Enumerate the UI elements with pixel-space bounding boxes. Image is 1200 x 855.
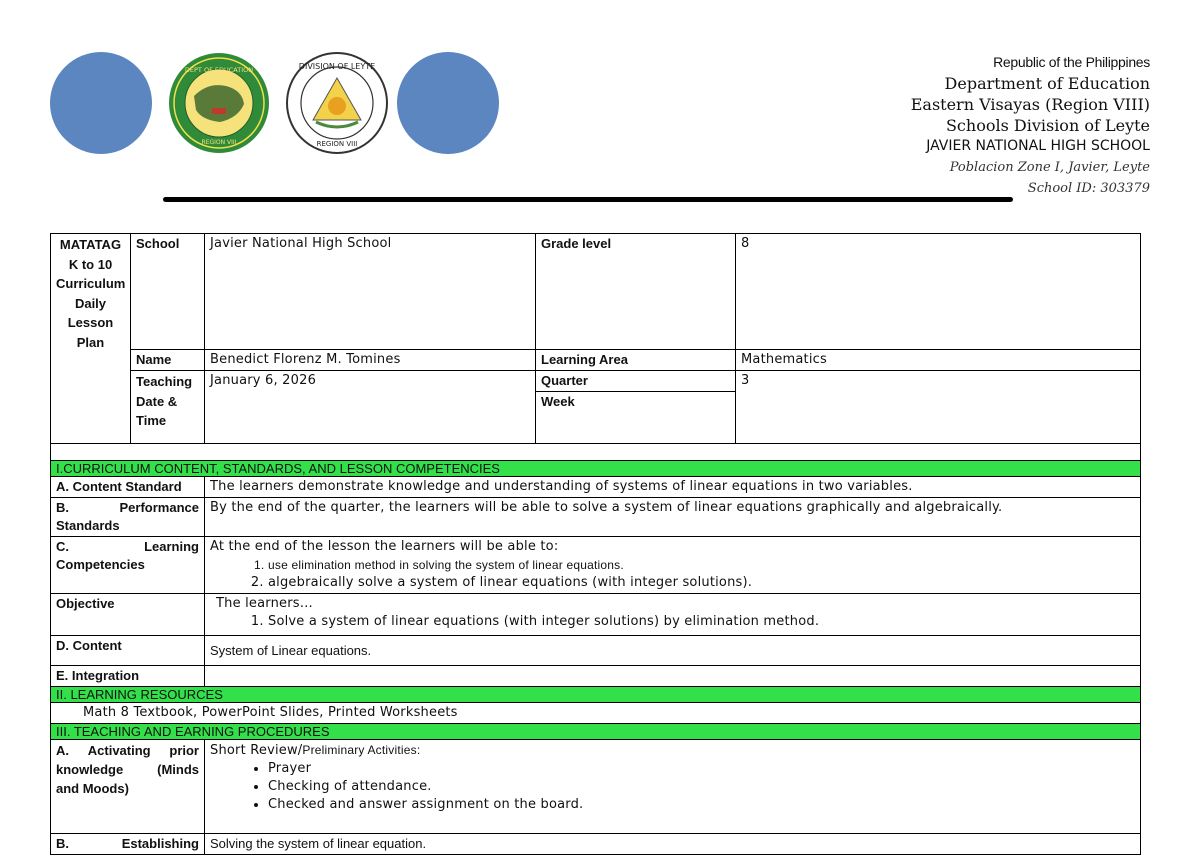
date-label: Teaching Date & Time [131, 371, 205, 444]
area-label: Learning Area [536, 350, 736, 371]
grade-label: Grade level [536, 234, 736, 350]
school-label: School [131, 234, 205, 350]
competency-item: 1. use elimination method in solving the system of linear equations. [268, 556, 1135, 574]
left-logo-placeholder [50, 52, 152, 154]
section-resources: II. LEARNING RESOURCES [51, 687, 1141, 703]
activating-label-c: prior [169, 743, 199, 758]
name-label: Name [131, 350, 205, 371]
competencies-intro: At the end of the lesson the learners will be able to: [210, 539, 559, 554]
objective-item: 1. Solve a system of linear equations (with integer solutions) by elimination method. [268, 613, 1135, 631]
svg-text:REGION VIII: REGION VIII [201, 139, 237, 146]
objective-intro: The learners… [216, 596, 313, 611]
svg-text:DIVISION OF LEYTE: DIVISION OF LEYTE [298, 62, 376, 71]
division-leyte-seal [286, 52, 388, 154]
grade-value: 8 [736, 234, 1141, 350]
deped-region-seal [168, 52, 270, 154]
school-header [911, 52, 1150, 199]
lesson-plan-table [50, 233, 1141, 855]
activating-label-a: A. [56, 743, 69, 758]
performance-text: By the end of the quarter, the learners will be able to solve a system of linear equations graphically and algebraically. [205, 498, 1141, 537]
activating-label-e: (Minds [157, 762, 199, 777]
republic-line: Republic of the Philippines [993, 54, 1150, 70]
activity-item: • Checking of attendance. [268, 778, 1135, 796]
competencies-label-a: C. [56, 539, 69, 554]
svg-text:DEPT OF EDUCATION: DEPT OF EDUCATION [184, 66, 254, 74]
date-value: January 6, 2026 [205, 371, 536, 444]
content-standard-text: The learners demonstrate knowledge and understanding of systems of linear equations in two variables. [205, 477, 1141, 498]
school-name-line: JAVIER NATIONAL HIGH SCHOOL [926, 138, 1150, 154]
section-curriculum: I.CURRICULUM CONTENT, STANDARDS, AND LESSON COMPETENCIES [51, 461, 1141, 477]
establishing-label-b: Establishing [121, 836, 199, 851]
competencies-label-b: Learning [144, 539, 199, 554]
content-standard-label: A. Content Standard [51, 477, 205, 498]
competencies-label-c: Competencies [56, 557, 145, 572]
establishing-text: Solving the system of linear equation. [205, 834, 1141, 855]
area-value: Mathematics [736, 350, 1141, 371]
activating-label-f: and Moods) [56, 781, 129, 796]
objective-label: Objective [51, 594, 205, 636]
integration-value [205, 666, 1141, 687]
content-text: System of Linear equations. [205, 636, 1141, 666]
activity-item: • Checked and answer assignment on the board. [268, 796, 1135, 814]
division-line: Schools Division of Leyte [945, 116, 1150, 135]
content-label: D. Content [51, 636, 205, 666]
school-value: Javier National High School [205, 234, 536, 350]
establishing-label-a: B. [56, 836, 69, 851]
week-label: Week [536, 392, 736, 444]
spacer-row [51, 444, 1141, 461]
resources-text: Math 8 Textbook, PowerPoint Slides, Printed Worksheets [51, 703, 1141, 724]
activating-intro-a: Short Review/ [210, 743, 303, 758]
activating-label-b: Activating [87, 743, 151, 758]
region-line: Eastern Visayas (Region VIII) [910, 95, 1150, 114]
performance-label-a: B. [56, 500, 69, 515]
activating-label-d: knowledge [56, 762, 124, 777]
competency-item: 2. algebraically solve a system of linear equations (with integer solutions). [268, 574, 1135, 592]
curriculum-title: MATATAG K to 10 Curriculum Daily Lesson Plan [51, 234, 131, 444]
activating-intro-b: Preliminary Activities: [302, 743, 421, 757]
name-value: Benedict Florenz M. Tomines [205, 350, 536, 371]
quarter-value: 3 [736, 371, 1141, 444]
section-procedures: III. TEACHING AND EARNING PROCEDURES [51, 724, 1141, 740]
right-logo-placeholder [397, 52, 499, 154]
performance-label-b: Performance [119, 500, 199, 515]
school-id-line: School ID: 303379 [1027, 181, 1150, 196]
quarter-label: Quarter [536, 371, 736, 392]
address-line: Poblacion Zone I, Javier, Leyte [949, 160, 1150, 175]
integration-label: E. Integration [51, 666, 205, 687]
svg-text:REGION VIII: REGION VIII [316, 140, 358, 148]
performance-label-c: Standards [56, 518, 120, 533]
department-line: Department of Education [944, 74, 1150, 93]
header-divider [163, 197, 1013, 202]
activity-item: • Prayer [268, 760, 1135, 778]
